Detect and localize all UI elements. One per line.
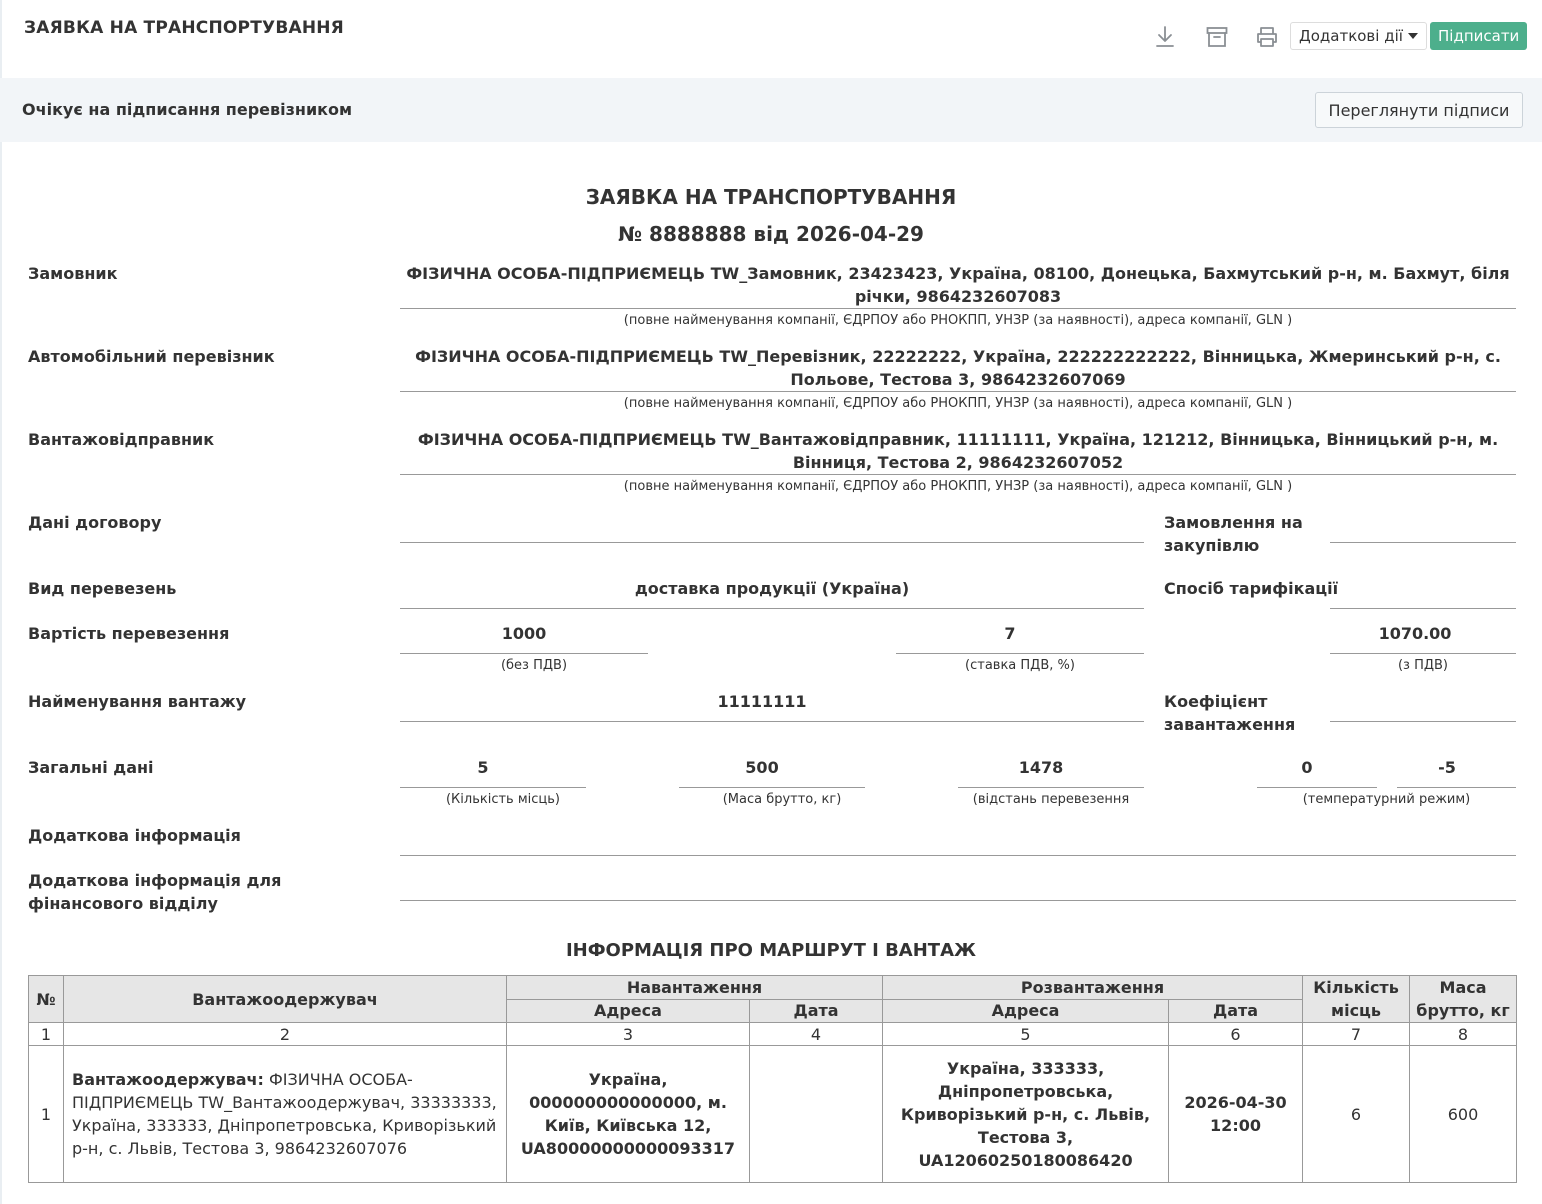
underline (400, 474, 1516, 475)
col-header-loading-date: Дата (750, 999, 883, 1023)
transport-type-value: доставка продукції (Україна) (634, 579, 910, 598)
cost-no-vat: 1000 (501, 624, 547, 643)
more-actions-label: Додаткові дії (1299, 27, 1403, 45)
col-number: 8 (1410, 1023, 1517, 1046)
underline (1330, 608, 1516, 609)
underline (1257, 787, 1377, 788)
document-number: № 8888888 від 2026-04-29 (618, 222, 924, 246)
route-section-title: ІНФОРМАЦІЯ ПРО МАРШРУТ І ВАНТАЖ (565, 940, 977, 961)
temp-to-value: -5 (1438, 758, 1456, 777)
consignee-value: ФІЗИЧНА ОСОБА-ПІДПРИЄМЕЦЬ TW_Вантажоодержувач, 33333333, Україна, 333333, Дніпропетровська, Криворізький р-н, с. Львів, Тестова 3, 9864232607076 (72, 1070, 497, 1158)
underline (679, 787, 865, 788)
cost-label: Вартість перевезення (28, 624, 230, 643)
temp-from-value: 0 (1301, 758, 1313, 777)
unloading-date: 2026-04-30 12:00 (1169, 1046, 1303, 1183)
cost-with-vat-caption: (з ПДВ) (1397, 658, 1449, 673)
chevron-down-icon (1408, 33, 1418, 39)
shipper-caption: (повне найменування компанії, ЄДРПОУ або РНОКПП, УНЗР (за наявності), адреса компанії, GLN ) (623, 479, 1293, 494)
col-number: 5 (883, 1023, 1169, 1046)
left-border (0, 142, 2, 1204)
underline (1330, 653, 1516, 654)
contract-label: Дані договору (28, 513, 162, 532)
table-row (29, 1046, 1517, 1183)
col-header-consignee: Вантажоодержувач (64, 976, 507, 1023)
vat-rate-caption: (ставка ПДВ, %) (965, 658, 1075, 673)
col-header-unloading: Розвантаження (883, 976, 1303, 1000)
loading-date (750, 1046, 883, 1183)
col-number: 7 (1303, 1023, 1410, 1046)
col-number: 2 (64, 1023, 507, 1046)
gross-mass-value: 500 (745, 758, 779, 777)
customer-label: Замовник (28, 264, 118, 283)
col-header-loading-address: Адреса (507, 999, 750, 1023)
general-label: Загальні дані (28, 758, 154, 777)
cargo-name-label: Найменування вантажу (28, 692, 247, 711)
vat-rate: 7 (1004, 624, 1016, 643)
purchase-order-label: Замовлення на закупівлю (1164, 513, 1303, 555)
download-icon[interactable] (1150, 22, 1180, 52)
underline (896, 653, 1144, 654)
temp-caption: (температурний режим) (1302, 792, 1471, 807)
page-title: ЗАЯВКА НА ТРАНСПОРТУВАННЯ (24, 18, 344, 38)
col-header-loading: Навантаження (507, 976, 883, 1000)
col-header-unloading-date: Дата (1169, 999, 1303, 1023)
shipper-label: Вантажовідправник (28, 430, 215, 449)
underline (400, 608, 1144, 609)
tariff-label: Спосіб тарифікації (1164, 579, 1339, 598)
extra-info-label: Додаткова інформація (28, 826, 241, 845)
underline (1397, 787, 1516, 788)
distance-caption: (відстань перевезення (972, 792, 1130, 807)
places-cell: 6 (1303, 1046, 1410, 1183)
carrier-label: Автомобільний перевізник (28, 347, 275, 366)
underline (400, 542, 1144, 543)
sign-button[interactable]: Підписати (1430, 22, 1527, 50)
col-header-no: № (29, 976, 64, 1023)
row-number: 1 (29, 1046, 64, 1183)
route-table (28, 975, 1517, 1183)
consignee-label: Вантажоодержувач: (72, 1070, 264, 1089)
carrier-value: ФІЗИЧНА ОСОБА-ПІДПРИЄМЕЦЬ TW_Перевізник, 22222222, Україна, 222222222222, Вінницька, Жмеринський р-н, с. Польове, Тестова 3, 9864232607069 (415, 347, 1501, 389)
col-header-mass: Маса брутто, кг (1410, 976, 1517, 1023)
loading-address: Україна, 000000000000000, м. Київ, Київська 12, UA80000000000093317 (507, 1046, 750, 1183)
col-header-unloading-address: Адреса (883, 999, 1169, 1023)
top-bar (0, 0, 1542, 78)
col-number: 3 (507, 1023, 750, 1046)
underline (400, 308, 1516, 309)
gross-mass-caption: (Маса брутто, кг) (722, 792, 842, 807)
underline (400, 721, 1144, 722)
finance-info-label: Додаткова інформація для фінансового відділу (28, 871, 282, 913)
customer-value: ФІЗИЧНА ОСОБА-ПІДПРИЄМЕЦЬ TW_Замовник, 23423423, Україна, 08100, Донецька, Бахмутський р-н, м. Бахмут, біля річки, 9864232607083 (406, 264, 1510, 306)
mass-cell: 600 (1410, 1046, 1517, 1183)
underline (958, 787, 1144, 788)
underline (1330, 542, 1516, 543)
underline (400, 787, 586, 788)
places-caption: (Кількість місць) (445, 792, 560, 807)
shipper-value: ФІЗИЧНА ОСОБА-ПІДПРИЄМЕЦЬ TW_Вантажовідправник, 11111111, Україна, 121212, Вінницька, Вінницький р-н, м. Вінниця, Тестова 2, 9864232607052 (417, 430, 1499, 472)
underline (1330, 721, 1516, 722)
cargo-name-value: 11111111 (717, 692, 807, 711)
distance-value: 1478 (1018, 758, 1064, 777)
transport-type-label: Вид перевезень (28, 579, 177, 598)
col-header-places: Кількість місць (1303, 976, 1410, 1023)
places-value: 5 (477, 758, 489, 777)
underline (400, 900, 1516, 901)
col-number: 1 (29, 1023, 64, 1046)
underline (400, 391, 1516, 392)
customer-caption: (повне найменування компанії, ЄДРПОУ або РНОКПП, УНЗР (за наявності), адреса компанії, GLN ) (623, 313, 1293, 328)
cost-with-vat: 1070.00 (1378, 624, 1452, 643)
underline (400, 653, 648, 654)
cost-no-vat-caption: (без ПДВ) (500, 658, 568, 673)
carrier-caption: (повне найменування компанії, ЄДРПОУ або РНОКПП, УНЗР (за наявності), адреса компанії, GLN ) (623, 396, 1293, 411)
col-number: 4 (750, 1023, 883, 1046)
more-actions-dropdown[interactable] (1290, 22, 1427, 50)
underline (400, 855, 1516, 856)
col-number: 6 (1169, 1023, 1303, 1046)
document-title: ЗАЯВКА НА ТРАНСПОРТУВАННЯ (585, 185, 957, 209)
unloading-address: Україна, 333333, Дніпропетровська, Криворізький р-н, с. Львів, Тестова 3, UA12060250180086420 (883, 1046, 1169, 1183)
status-text: Очікує на підписання перевізником (22, 100, 353, 119)
consignee-cell (64, 1046, 507, 1183)
archive-icon[interactable] (1202, 22, 1232, 52)
load-factor-label: Коефіцієнт завантаження (1164, 692, 1296, 734)
print-icon[interactable] (1252, 22, 1282, 52)
view-signatures-button[interactable]: Переглянути підписи (1315, 92, 1523, 128)
